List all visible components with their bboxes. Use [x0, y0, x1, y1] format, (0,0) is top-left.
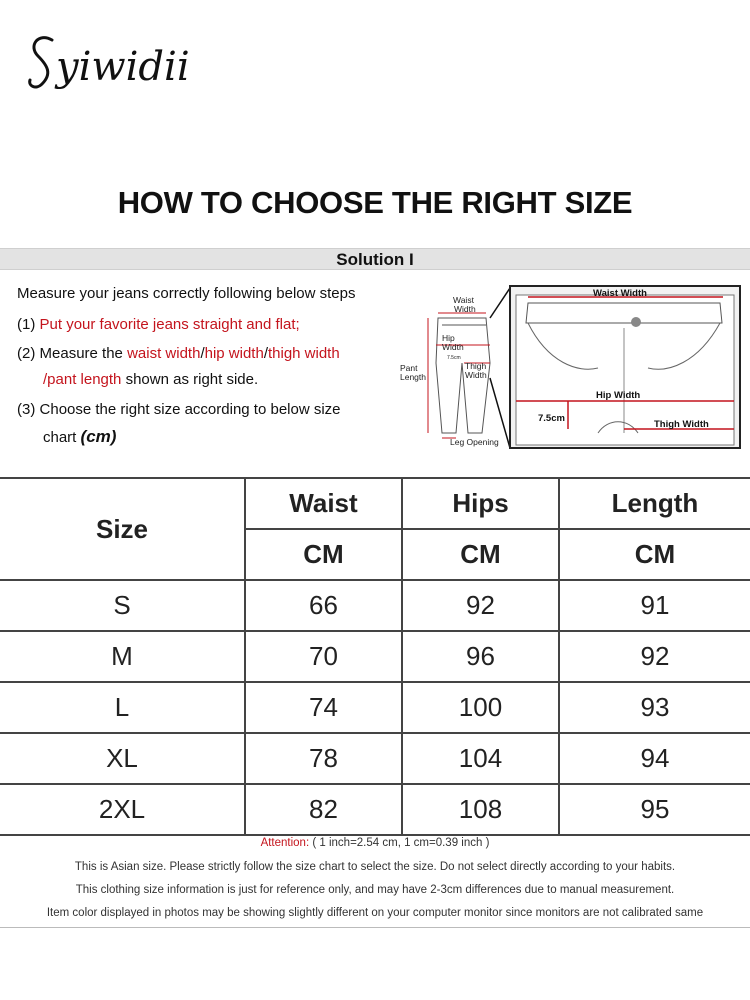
attention-label: Attention: [260, 837, 310, 849]
label-waist-1: Waist [453, 295, 474, 305]
step-2-text-a: Measure the [39, 345, 123, 362]
step-2-pant: /pant length [43, 371, 122, 388]
step-2-number: (2) [17, 345, 36, 362]
step-1-number: (1) [17, 316, 36, 333]
step-2-waist: waist width [127, 345, 201, 362]
size-cell: L [0, 682, 245, 733]
size-cell: 2XL [0, 784, 245, 835]
length-cell: 91 [559, 580, 750, 631]
label-waist-2: Width [454, 304, 476, 314]
step-2-text-b: shown as right side. [125, 371, 259, 388]
label-thigh-width: Thigh Width [654, 419, 709, 430]
step-3 [17, 401, 341, 418]
size-cell: S [0, 580, 245, 631]
hips-cell: 104 [402, 733, 559, 784]
step-2-thigh: thigh width [267, 345, 340, 362]
label-rise: 7.5cm [538, 413, 565, 424]
label-pant-2: Length [400, 372, 426, 382]
table-row [0, 631, 750, 682]
step-2-cont [43, 371, 258, 388]
page-heading: HOW TO CHOOSE THE RIGHT SIZE [117, 185, 633, 220]
step-1-text: Put your favorite jeans straight and flat; [39, 316, 300, 333]
size-chart-table [0, 477, 750, 836]
step-1 [17, 316, 300, 333]
length-cell: 92 [559, 631, 750, 682]
brand-logo [22, 18, 222, 98]
size-cell: XL [0, 733, 245, 784]
step-3-chart: chart [43, 429, 77, 446]
note-line-2: This clothing size information is just for reference only, and may have 2-3cm differences due to manual measurement. [75, 884, 675, 896]
waist-cell: 78 [245, 733, 402, 784]
waist-cell: 66 [245, 580, 402, 631]
label-hip-2: Width [442, 342, 464, 352]
column-header-waist: Waist [245, 478, 402, 529]
table-row [0, 733, 750, 784]
hips-cell: 92 [402, 580, 559, 631]
steps-intro: Measure your jeans correctly following below steps [17, 285, 356, 302]
label-pant-1: Pant [400, 363, 418, 373]
size-notes [0, 835, 750, 928]
hips-cell: 100 [402, 682, 559, 733]
size-header: Size [0, 478, 245, 580]
attention-text: ( 1 inch=2.54 cm, 1 cm=0.39 inch ) [312, 837, 490, 849]
label-thigh-2: Width [465, 370, 487, 380]
column-header-hips: Hips [402, 478, 559, 529]
step-2: (2) Measure the waist width/hip width/thigh width [17, 345, 340, 362]
step-3-unit: (cm) [80, 427, 117, 446]
unit-hips: CM [402, 529, 559, 580]
step-3-number: (3) [17, 401, 36, 418]
brand-name: yiwidii [56, 44, 190, 90]
table-row [0, 784, 750, 835]
unit-length: CM [559, 529, 750, 580]
label-leg-opening: Leg Opening [450, 437, 499, 447]
unit-waist: CM [245, 529, 402, 580]
step-3-cont [43, 427, 116, 447]
note-line-1: This is Asian size. Please strictly follow the size chart to select the size. Do not select directly according to your habits. [74, 861, 676, 873]
label-small-rise: 7.5cm [447, 355, 461, 361]
attention-note [0, 837, 750, 849]
table-row [0, 682, 750, 733]
length-cell: 93 [559, 682, 750, 733]
label-thigh-1: Thigh [465, 361, 487, 371]
length-cell: 95 [559, 784, 750, 835]
solution-label: Solution I [336, 250, 414, 269]
label-hip-width: Hip Width [596, 390, 641, 401]
table-row [0, 580, 750, 631]
step-2-hip: hip width [204, 345, 264, 362]
waist-cell: 82 [245, 784, 402, 835]
label-hip-1: Hip [442, 333, 455, 343]
hips-cell: 108 [402, 784, 559, 835]
measurement-diagram [398, 283, 743, 453]
waist-cell: 74 [245, 682, 402, 733]
size-cell: M [0, 631, 245, 682]
note-line-3: Item color displayed in photos may be showing slightly different on your computer monitor since monitors are not calibrated same [46, 907, 704, 919]
step-3-text: Choose the right size according to below size [39, 401, 341, 418]
label-waist-width: Waist Width [593, 288, 647, 299]
hips-cell: 96 [402, 631, 559, 682]
waist-cell: 70 [245, 631, 402, 682]
solution-bar [0, 248, 750, 270]
column-header-length: Length [559, 478, 750, 529]
length-cell: 94 [559, 733, 750, 784]
table-header-row [0, 478, 750, 529]
